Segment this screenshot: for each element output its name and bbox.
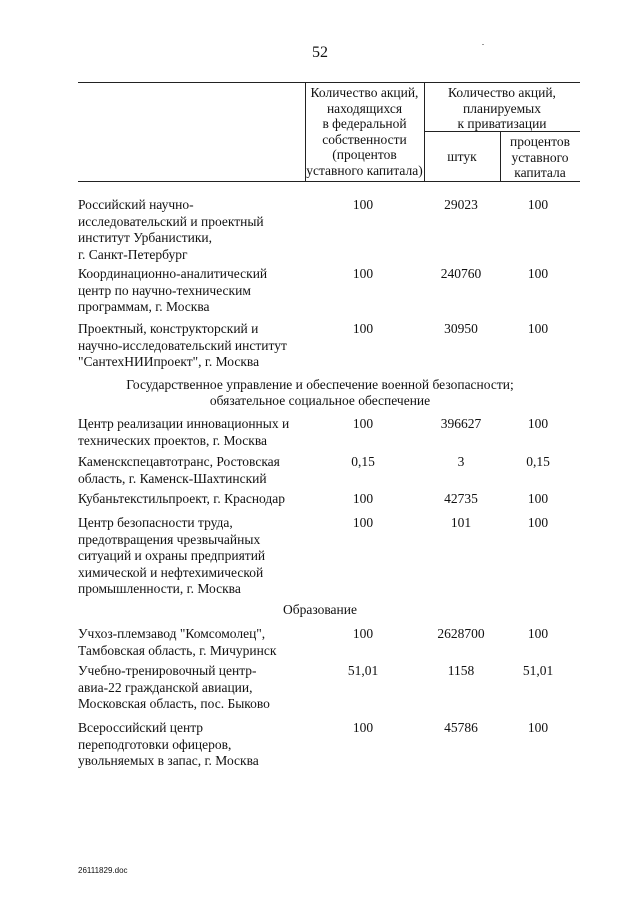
federal-share: 100	[352, 515, 374, 530]
org-name	[78, 454, 303, 487]
federal-share: 51,01	[347, 663, 379, 678]
header-line: собственности	[322, 131, 407, 147]
org-name-line: институт Урбанистики,	[78, 230, 213, 245]
shares-count: 42735	[444, 491, 478, 506]
org-name	[78, 491, 303, 508]
org-name	[78, 266, 290, 316]
org-name-line: увольняемых в запас, г. Москва	[78, 753, 259, 768]
org-name-line: программам, г. Москва	[78, 299, 210, 314]
header-top-rule	[78, 82, 580, 83]
header-line: капитала	[514, 165, 566, 180]
org-name-line: исследовательский и проектный	[78, 213, 264, 229]
section-heading-line: Государственное управление и обеспечение военной безопасности;	[126, 377, 514, 392]
org-name-line: Учебно-тренировочный центр-	[78, 663, 257, 678]
org-name	[78, 515, 290, 598]
header-privatization-group	[424, 85, 580, 132]
header-line: Количество акций,	[448, 85, 556, 100]
percent-capital: 100	[527, 515, 549, 530]
org-name-line: Кубаньтекстильпроект, г. Краснодар	[78, 491, 286, 506]
percent-capital: 51,01	[522, 663, 554, 678]
org-name	[78, 416, 303, 449]
org-name-line: Каменскспецавтотранс, Ростовская	[78, 454, 280, 469]
org-name-line: центр по научно-техническим	[78, 282, 251, 298]
org-name-line: химической и нефтехимической	[78, 564, 264, 580]
federal-share: 100	[352, 266, 374, 281]
percent-capital: 100	[527, 720, 549, 735]
header-line: Количество акций,	[310, 85, 419, 100]
org-name-line: Проектный, конструкторский и	[78, 321, 259, 336]
org-name	[78, 321, 303, 371]
org-name-line: область, г. Каменск-Шахтинский	[78, 470, 267, 486]
header-line: уставного капитала)	[306, 162, 423, 178]
shares-count: 240760	[440, 266, 482, 281]
org-name-line: Центр реализации инновационных и	[78, 416, 290, 431]
page-number: 52	[312, 44, 328, 61]
org-name-line: Московская область, пос. Быково	[78, 696, 270, 711]
org-name-line: предотвращения чрезвычайных	[78, 531, 261, 547]
org-name	[78, 197, 290, 263]
percent-capital: 100	[527, 416, 549, 431]
shares-count: 30950	[444, 321, 478, 336]
org-name	[78, 663, 303, 713]
federal-share: 100	[352, 321, 374, 336]
shares-count: 396627	[440, 416, 482, 431]
federal-share: 0,15	[351, 454, 375, 469]
percent-capital: 100	[527, 266, 549, 281]
scan-speck	[482, 44, 484, 45]
org-name-line: Тамбовская область, г. Мичуринск	[78, 642, 277, 658]
shares-count: 3	[457, 454, 465, 469]
header-shares: штук	[447, 149, 477, 164]
percent-capital: 0,15	[526, 454, 550, 469]
percent-capital: 100	[527, 626, 549, 641]
federal-share: 100	[352, 491, 374, 506]
org-name-line: переподготовки офицеров,	[78, 736, 232, 752]
org-name	[78, 720, 303, 770]
percent-capital: 100	[527, 197, 549, 212]
header-line: к приватизации	[457, 116, 547, 131]
shares-count: 45786	[444, 720, 478, 735]
shares-count: 2628700	[437, 626, 485, 641]
header-line: уставного	[511, 149, 569, 165]
org-name-line: промышленности, г. Москва	[78, 581, 241, 596]
org-name-line: Центр безопасности труда,	[78, 515, 233, 530]
federal-share: 100	[352, 626, 374, 641]
org-name-line: научно-исследовательский институт	[78, 337, 287, 353]
org-name-line: Всероссийский центр	[78, 720, 204, 735]
header-federal-share	[305, 85, 424, 178]
header-line: в федеральной	[322, 116, 407, 131]
section-heading-line: обязательное социальное обеспечение	[209, 393, 431, 408]
percent-capital: 100	[527, 321, 549, 336]
header-line: находящихся	[326, 100, 403, 116]
org-name	[78, 626, 303, 659]
section-heading	[0, 377, 640, 409]
federal-share: 100	[352, 416, 374, 431]
org-name-line: Координационно-аналитический	[78, 266, 268, 281]
federal-share: 100	[352, 720, 374, 735]
shares-count: 101	[450, 515, 472, 530]
percent-capital: 100	[527, 491, 549, 506]
header-line: процентов	[509, 134, 570, 149]
org-name-line: технических проектов, г. Москва	[78, 432, 268, 448]
org-name-line: Российский научно-	[78, 197, 194, 212]
header-line: планируемых	[463, 100, 541, 116]
header-bottom-rule	[78, 181, 580, 182]
federal-share: 100	[352, 197, 374, 212]
shares-count: 1158	[447, 663, 475, 678]
org-name-line: ситуаций и охраны предприятий	[78, 548, 266, 563]
shares-count: 29023	[444, 197, 478, 212]
org-name-line: "СантехНИИпроект", г. Москва	[78, 354, 260, 369]
header-percent	[500, 134, 580, 181]
section-heading: Образование	[283, 602, 357, 617]
org-name-line: Учхоз-племзавод "Комсомолец",	[78, 626, 266, 641]
header-line: (процентов	[332, 147, 397, 162]
org-name-line: авиа-22 гражданской авиации,	[78, 679, 253, 695]
document-filename: 26111829.doc	[78, 866, 128, 875]
org-name-line: г. Санкт-Петербург	[78, 246, 188, 262]
